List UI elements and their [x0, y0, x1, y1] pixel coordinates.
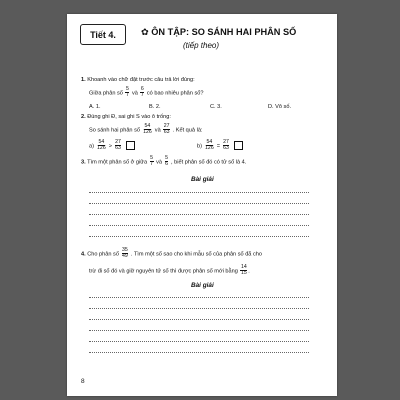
comparison-sign: >: [108, 143, 113, 150]
question-4-text-before: Cho phân số: [87, 251, 119, 258]
fraction-numerator: 5: [165, 155, 168, 161]
answer-line[interactable]: [89, 225, 309, 226]
option-b[interactable]: B. 2.: [149, 104, 161, 110]
fraction-denominator: 126: [205, 145, 214, 152]
option-label: a): [89, 143, 94, 150]
fraction-5-6: [165, 156, 169, 168]
fraction-denominator: 7: [125, 92, 129, 99]
fraction-denominator: 7: [150, 161, 154, 168]
question-3-text-before: Tìm một phân số ở giữa: [87, 159, 148, 166]
question-4-number: 4.: [81, 251, 86, 258]
comparison-sign: =: [216, 143, 221, 150]
question-1-stem: [89, 87, 203, 99]
answer-line[interactable]: [89, 330, 309, 331]
answer-line[interactable]: [89, 308, 309, 309]
page-subtitle: (tiếp theo): [183, 41, 220, 50]
answer-box-b[interactable]: [234, 141, 243, 150]
fraction-numerator: 54: [206, 139, 213, 145]
question-4-line-2-end: .: [248, 268, 250, 275]
fraction-numerator: 14: [240, 264, 247, 270]
question-2-prompt: [81, 115, 171, 121]
fraction-27-63: [223, 140, 230, 152]
answer-line[interactable]: [89, 352, 309, 353]
fraction-54-126: [143, 124, 153, 136]
fraction-54-126: [97, 140, 107, 152]
fraction-numerator: 54: [98, 139, 105, 145]
question-1-stem-after: có bao nhiêu phân số?: [146, 90, 204, 97]
answer-line[interactable]: [89, 214, 309, 215]
question-4-text-after: . Tìm một số sao cho khi mẫu số của phân số đã cho: [130, 251, 262, 258]
question-1-stem-before: Giữa phân số: [89, 90, 123, 97]
question-4-line-2: [89, 265, 250, 277]
answer-line[interactable]: [89, 192, 309, 193]
option-d[interactable]: D. Vô số.: [268, 104, 292, 110]
fraction-numerator: 27: [163, 123, 170, 129]
question-2-option-a: [89, 140, 135, 152]
question-1-number: 1.: [81, 77, 86, 83]
answer-box-a[interactable]: [126, 141, 135, 150]
fraction-numerator: 35: [122, 247, 128, 253]
fraction-numerator: 5: [125, 86, 129, 92]
question-4-line-2-text: trừ đi số đó và giữ nguyên tử số thì được phân số mới bằng: [89, 268, 238, 275]
question-2-option-b: [197, 140, 243, 152]
fraction-5-7: [125, 87, 129, 99]
answer-line[interactable]: [89, 341, 309, 342]
option-c[interactable]: C. 3.: [210, 104, 222, 110]
option-a[interactable]: A. 1.: [89, 104, 101, 110]
question-2-stem-before: So sánh hai phân số: [89, 127, 141, 134]
fraction-numerator: 27: [115, 139, 121, 145]
fraction-numerator: 5: [150, 155, 154, 161]
fraction-denominator: 6: [165, 161, 168, 168]
question-2-stem: [89, 124, 202, 136]
solution-heading-4: Bài giải: [191, 282, 214, 289]
fraction-14-15: [240, 265, 247, 277]
fraction-5-7: [150, 156, 154, 168]
answer-line[interactable]: [89, 319, 309, 320]
fraction-numerator: 54: [144, 123, 151, 129]
question-3-text-after: , biết phân số đó có tử số là 4.: [171, 159, 247, 166]
option-label: b): [197, 143, 202, 150]
question-2-prompt-text: Đúng ghi Đ, sai ghi S vào ô trống:: [87, 114, 171, 120]
question-2-stem-after: . Kết quả là:: [172, 127, 203, 134]
fraction-denominator: 126: [97, 145, 106, 152]
fraction-35-49: [122, 248, 129, 260]
answer-line[interactable]: [89, 203, 309, 204]
fraction-denominator: 63: [223, 145, 229, 152]
page-number: 8: [81, 378, 85, 385]
solution-heading-3: Bài giải: [191, 176, 214, 183]
workbook-page: [67, 14, 337, 396]
answer-line[interactable]: [89, 236, 309, 237]
question-2-number: 2.: [81, 114, 86, 120]
fraction-denominator: 63: [115, 145, 121, 152]
fraction-numerator: 6: [140, 86, 144, 92]
fraction-denominator: 7: [140, 92, 144, 99]
fraction-27-63: [115, 140, 122, 152]
question-1-prompt: [81, 78, 195, 84]
fraction-denominator: 63: [163, 129, 170, 136]
fraction-denominator: 49: [122, 253, 128, 260]
lesson-label: Tiết 4.: [80, 24, 126, 45]
question-4-line-1: [81, 248, 262, 260]
question-1-prompt-text: Khoanh vào chữ đặt trước câu trả lời đúng:: [87, 77, 195, 83]
question-1-stem-mid: và: [131, 90, 138, 97]
fraction-numerator: 27: [223, 139, 229, 145]
fraction-54-126: [205, 140, 215, 152]
fraction-6-7: [140, 87, 144, 99]
answer-line[interactable]: [89, 297, 309, 298]
question-3-text-mid: và: [156, 159, 163, 166]
fraction-27-63: [163, 124, 170, 136]
fraction-denominator: 15: [240, 270, 247, 277]
question-3-number: 3.: [81, 159, 86, 166]
page-title: ✿ ÔN TẬP: SO SÁNH HAI PHÂN SỐ: [141, 27, 297, 37]
question-3-text: [81, 156, 246, 168]
question-2-stem-mid: và: [154, 127, 161, 134]
fraction-denominator: 126: [143, 129, 152, 136]
